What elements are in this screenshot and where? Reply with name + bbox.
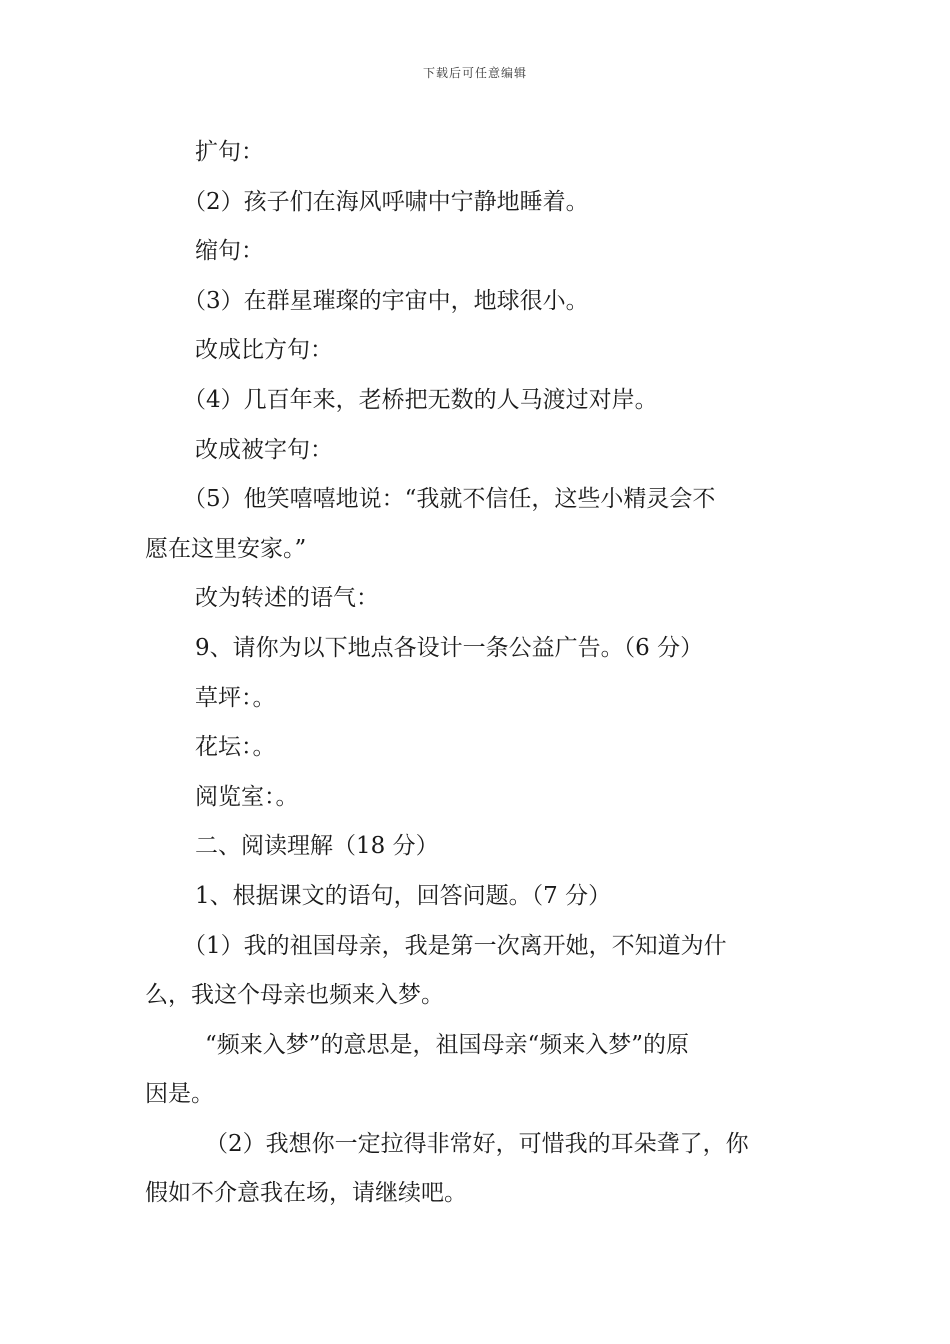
ad-reading-room: 阅览室：。 (195, 783, 299, 810)
section-reading-comprehension: 二、阅读理解（18 分） (195, 833, 439, 860)
instruction-shorten-sentence: 缩句： (195, 238, 264, 265)
question-9: 9、请你为以下地点各设计一条公益广告。（6 分） (195, 634, 704, 661)
question-3: （3）在群星璀璨的宇宙中，地球很小。 (183, 287, 589, 314)
reading-question-1-1-continued: 么，我这个母亲也频来入梦。 (145, 982, 444, 1009)
instruction-passive: 改成被字句： (195, 436, 333, 463)
instruction-metaphor: 改成比方句： (195, 337, 333, 364)
question-5: （5）他笑嘻嘻地说：“我就不信任，这些小精灵会不 (183, 486, 716, 513)
reading-question-1-1: （1）我的祖国母亲，我是第一次离开她，不知道为什 (183, 932, 727, 959)
reading-question-1-2-continued: 假如不介意我在场，请继续吧。 (145, 1180, 467, 1207)
ad-flowerbed: 花坛：。 (195, 734, 276, 761)
page-header: 下载后可任意编辑 (422, 66, 527, 80)
reading-question-1-1-prompt: “频来入梦”的意思是，祖国母亲“频来入梦”的原 (205, 1031, 690, 1058)
document-body (145, 128, 807, 1219)
reading-question-1-2: （2）我想你一定拉得非常好，可惜我的耳朵聋了，你 (205, 1130, 749, 1157)
question-2: （2）孩子们在海风呼啸中宁静地睡着。 (183, 188, 589, 215)
instruction-expand-sentence: 扩句： (195, 139, 264, 165)
reading-question-1: 1、根据课文的语句，回答问题。（7 分） (195, 882, 612, 909)
reading-question-1-1-prompt-continued: 因是。 (145, 1081, 214, 1108)
question-5-continued: 愿在这里安家。” (145, 535, 307, 562)
instruction-reported-speech: 改为转述的语气： (195, 585, 379, 612)
question-4: （4）几百年来，老桥把无数的人马渡过对岸。 (183, 386, 658, 413)
ad-lawn: 草坪：。 (195, 684, 276, 711)
